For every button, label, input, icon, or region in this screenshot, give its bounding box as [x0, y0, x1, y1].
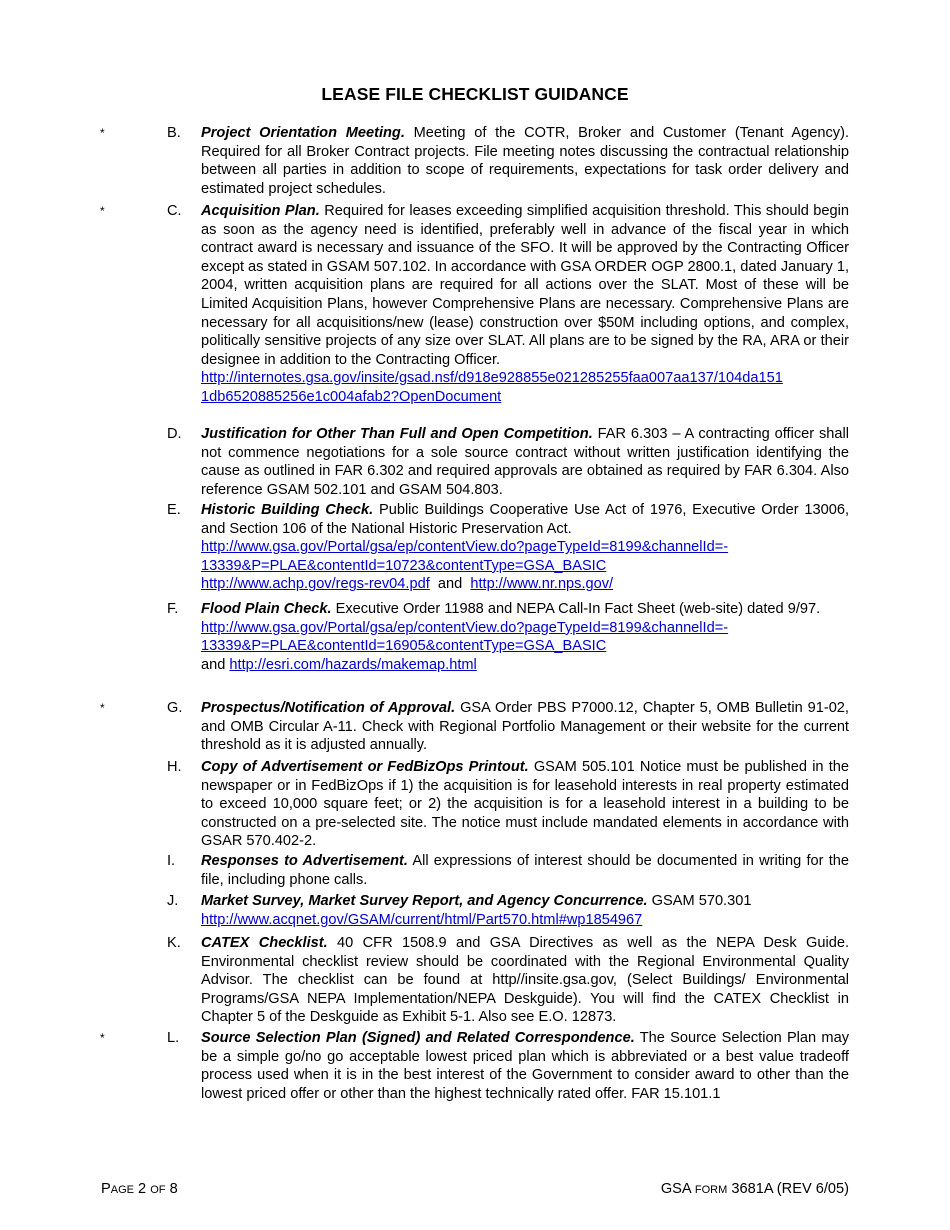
item-letter: E. [167, 502, 181, 518]
item-letter: F. [167, 601, 179, 617]
item-text: Executive Order 11988 and NEPA Call-In Fact Sheet (web-site) dated 9/97. [331, 601, 821, 617]
form-prefix: GSA [660, 1181, 691, 1197]
gsam-link[interactable]: http://www.acqnet.gov/GSAM/current/html/Part570.html#wp1854967 [201, 911, 643, 928]
historic-building-link[interactable]: http://www.gsa.gov/Portal/gsa/ep/contentView.do?pageTypeId=8199&channelId=- [201, 539, 729, 556]
item-letter: J. [167, 893, 179, 909]
item-heading: Acquisition Plan. [201, 203, 320, 219]
item-heading: Project Orientation Meeting. [201, 125, 405, 141]
form-suffix: 3681A (REV 6/05) [731, 1181, 849, 1197]
flood-plain-link-cont[interactable]: 13339&P=PLAE&contentId=16905&contentType=GSA_BASIC [201, 638, 607, 655]
and-text: and [437, 576, 463, 593]
item-body [201, 758, 849, 851]
item-text: Meeting of the COTR, Broker and Customer (Tenant Agency). Required for all Broker Contract projects. File meeting notes discussing the contractual relationship between all parties in addition to scope of requirements, expectations for task order delivery and estimated project schedules. [201, 125, 850, 197]
item-text: GSAM 570.301 [647, 893, 752, 909]
item-letter: D. [167, 426, 182, 442]
achp-link[interactable]: http://www.achp.gov/regs-rev04.pdf [201, 576, 430, 593]
page-label: PAGE [101, 1181, 134, 1197]
item-text: All expressions of interest should be documented in writing for the file, including phone calls. [201, 853, 849, 888]
item-body [201, 699, 849, 755]
item-body [201, 1029, 849, 1103]
item-body [201, 202, 849, 407]
item-heading: Copy of Advertisement or FedBizOps Printout. [201, 759, 529, 775]
item-letter: I. [167, 853, 176, 869]
item-body [201, 600, 849, 674]
item-body [201, 892, 849, 929]
star-marker: * [100, 1031, 105, 1045]
acquisition-plan-link-cont[interactable]: 1db6520885256e1c004afab2?OpenDocument [201, 388, 502, 405]
form-label: FORM [694, 1184, 728, 1196]
item-heading: Market Survey, Market Survey Report, and Agency Concurrence. [201, 893, 648, 909]
item-body [201, 501, 849, 594]
of-label: OF [150, 1184, 166, 1196]
item-text: Required for leases exceeding simplified acquisition threshold. This should begin as soon as the agency need is identified, preferably well in advance of the fiscal year in which contract award is necessary and issuance of the SFO. It will be approved by the Contracting Officer except as stated in GSAM 507.102. In accordance with GSA ORDER OGP 2800.1, dated January 1, 2004, written acquisition plans are required for all actions over the SLAT. Most of these will be Limited Acquisition Plans, however Comprehensive Plans are necessary. Comprehensive Plans are necessary for all acquisitions/new (lease) construction over $50M including options, and complex, politically sensitive projects of any size over SLAT. All plans are to be signed by the RA, ARA or their designee in addition to the Contracting Officer. [201, 203, 849, 368]
page-title: LEASE FILE CHECKLIST GUIDANCE [321, 84, 629, 104]
flood-plain-link[interactable]: http://www.gsa.gov/Portal/gsa/ep/contentView.do?pageTypeId=8199&channelId=- [201, 619, 729, 636]
item-heading: Historic Building Check. [201, 502, 374, 518]
star-marker: * [100, 204, 105, 218]
star-marker: * [100, 126, 105, 140]
item-body [201, 124, 849, 198]
item-letter: B. [167, 125, 181, 141]
star-marker: * [100, 701, 105, 715]
item-heading: Flood Plain Check. [201, 601, 332, 617]
item-heading: Responses to Advertisement. [201, 853, 408, 869]
historic-building-link-cont[interactable]: 13339&P=PLAE&contentId=10723&contentType=GSA_BASIC [201, 557, 607, 574]
item-text: GSAM 505.101 Notice must be published in the newspaper or in FedBizOps if 1) the acquisition is for leasehold interests in real property estimated to exceed 10,000 square feet; or 2) the acquisition is for a leasehold interest in a building to be constructed on a pre-selected site. The notice must include mandated elements in accordance with GSAR 570.402-2. [201, 759, 849, 850]
link-row [201, 656, 849, 675]
nps-link[interactable]: http://www.nr.nps.gov/ [470, 576, 614, 593]
page-number [101, 1181, 178, 1197]
item-letter: H. [167, 759, 182, 775]
item-text: 40 CFR 1508.9 and GSA Directives as well as the NEPA Desk Guide. Environmental checklist review should be coordinated with the Regional Environmental Quality Advisor. The checklist can be found at http//insite.gsa.gov, (Select Buildings/ Environmental Programs/GSA NEPA Implementation/NEPA Deskguide). You will find the CATEX Checklist in Chapter 5 of the Deskguide as Exhibit 5-1. Also see E.O. 12873. [201, 935, 849, 1026]
item-text: The Source Selection Plan may be a simple go/no go acceptable lowest priced plan which is abbreviated or a best value tradeoff process used when it is in the best interest of the Government to consider award to other than the lowest priced offer or other than the highest technically rated offer. FAR 15.101.1 [201, 1030, 849, 1102]
item-heading: CATEX Checklist. [201, 935, 328, 951]
item-text: GSA Order PBS P7000.12, Chapter 5, OMB Bulletin 91-02, and OMB Circular A-11. Check with Regional Portfolio Management or their website for the current threshold as it is adjusted annually. [201, 700, 849, 754]
item-heading: Prospectus/Notification of Approval. [201, 700, 456, 716]
form-number [661, 1181, 849, 1197]
and-text: and [201, 656, 226, 673]
esri-link[interactable]: http://esri.com/hazards/makemap.html [229, 656, 477, 673]
item-letter: C. [167, 203, 182, 219]
item-body [201, 425, 849, 499]
item-letter: G. [167, 700, 183, 716]
item-heading: Source Selection Plan (Signed) and Related Correspondence. [201, 1030, 635, 1046]
page-total: 8 [169, 1181, 178, 1197]
page-num: 2 [138, 1181, 147, 1197]
item-letter: L. [167, 1030, 180, 1046]
acquisition-plan-link[interactable]: http://internotes.gsa.gov/insite/gsad.nsf/d918e928855e021285255faa007aa137/104da151 [201, 370, 783, 387]
item-body [201, 852, 849, 889]
item-letter: K. [167, 935, 181, 951]
item-text: Public Buildings Cooperative Use Act of 1976, Executive Order 13006, and Section 106 of the National Historic Preservation Act. [201, 502, 850, 537]
item-heading: Justification for Other Than Full and Open Competition. [201, 426, 593, 442]
link-row [201, 575, 849, 594]
item-text: FAR 6.303 – A contracting officer shall not commence negotiations for a sole source contract without written justification identifying the cause as outlined in FAR 6.302 and required approvals are obtained as required by FAR 6.304. Also reference GSAM 502.101 and GSAM 504.803. [201, 426, 849, 498]
item-body [201, 934, 849, 1027]
